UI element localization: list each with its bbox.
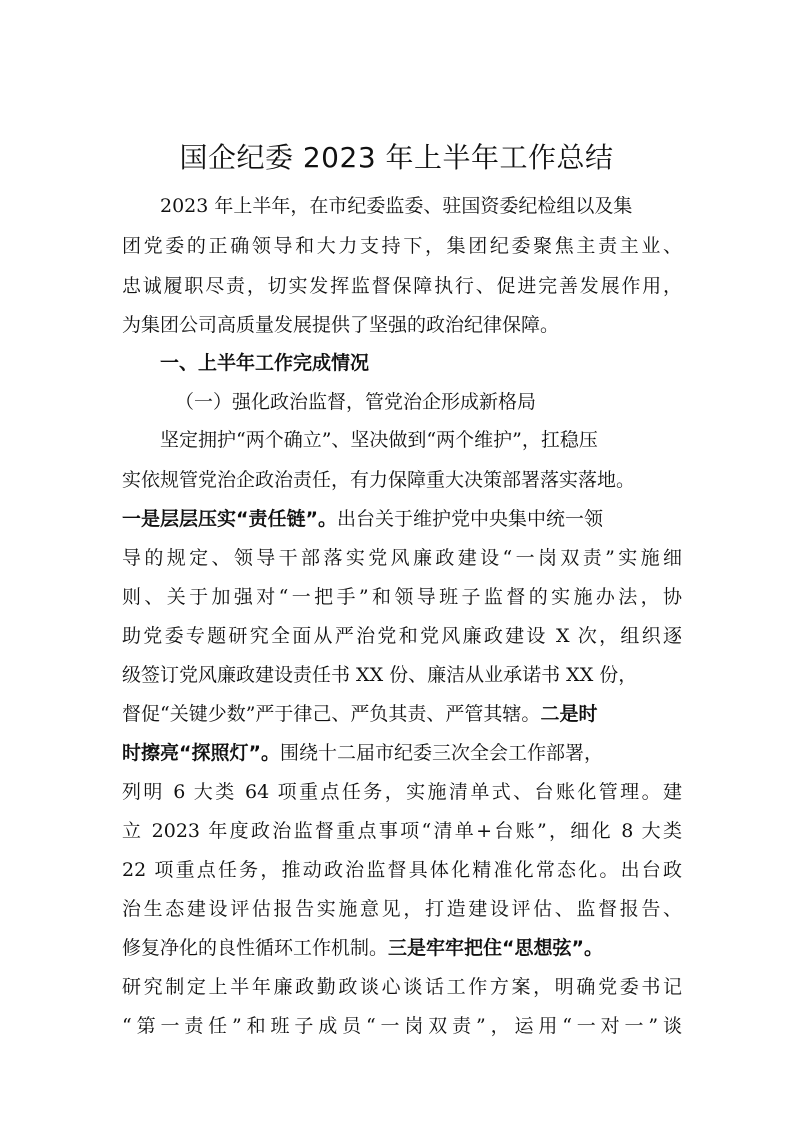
paragraph-line: 为集团公司高质量发展提供了坚强的政治纪律保障。 <box>122 314 560 336</box>
document-title: 国企纪委 2023 年上半年工作总结 <box>179 141 614 174</box>
paragraph-line: 助党委专题研究全面从严治党和党风廉政建设 X 次，组织逐 <box>122 625 682 647</box>
section-heading: 一、上半年工作完成情况 <box>160 352 370 374</box>
paragraph-line: 治生态建设评估报告实施意见，打造建设评估、监督报告、 <box>122 898 682 920</box>
bold-lead: 一是层层压实“责任链”。 <box>122 508 337 530</box>
paragraph-line: 团党委的正确领导和大力支持下，集团纪委聚焦主责主业、 <box>122 235 682 257</box>
paragraph-line: 督促“关键少数”严于律己、严负其责、严管其辖。二是时 <box>122 703 598 725</box>
bold-lead: 时擦亮“探照灯”。 <box>122 742 280 764</box>
paragraph-line: 一是层层压实“责任链”。出台关于维护党中央集中统一领 <box>122 508 603 530</box>
paragraph-line: 实依规管党治企政治责任，有力保障重大决策部署落实落地。 <box>122 469 636 491</box>
subsection-heading: （一）强化政治监督，管党治企形成新格局 <box>175 391 537 413</box>
paragraph-line: 22 项重点任务，推动政治监督具体化精准化常态化。出台政 <box>122 859 682 881</box>
paragraph-line: 研究制定上半年廉政勤政谈心谈话工作方案，明确党委书记 <box>122 976 682 998</box>
paragraph-line: 2023 年上半年，在市纪委监委、驻国资委纪检组以及集 <box>160 195 633 217</box>
bold-lead: 三是牢牢把住“思想弦”。 <box>388 937 603 959</box>
paragraph-line: “第一责任”和班子成员“一岗双责”，运用“一对一”谈 <box>122 1015 682 1037</box>
paragraph-line: 导的规定、领导干部落实党风廉政建设“一岗双责”实施细 <box>122 547 682 569</box>
paragraph-line: 列明 6 大类 64 项重点任务，实施清单式、台账化管理。建 <box>122 781 682 803</box>
paragraph-line: 立 2023 年度政治监督重点事项“清单+台账”，细化 8 大类 <box>122 820 682 842</box>
paragraph-line: 坚定拥护“两个确立”、坚决做到“两个维护”，扛稳压 <box>160 429 598 451</box>
bold-lead: 二是时 <box>540 703 598 725</box>
paragraph-line: 级签订党风廉政建设责任书 XX 份、廉洁从业承诺书 XX 份， <box>122 664 638 686</box>
paragraph-line: 修复净化的良性循环工作机制。三是牢牢把住“思想弦”。 <box>122 937 603 959</box>
paragraph-line: 时擦亮“探照灯”。围绕十二届市纪委三次全会工作部署， <box>122 742 603 764</box>
paragraph-line: 忠诚履职尽责，切实发挥监督保障执行、促进完善发展作用， <box>122 275 682 297</box>
paragraph-line: 则、关于加强对“一把手”和领导班子监督的实施办法，协 <box>122 586 682 608</box>
